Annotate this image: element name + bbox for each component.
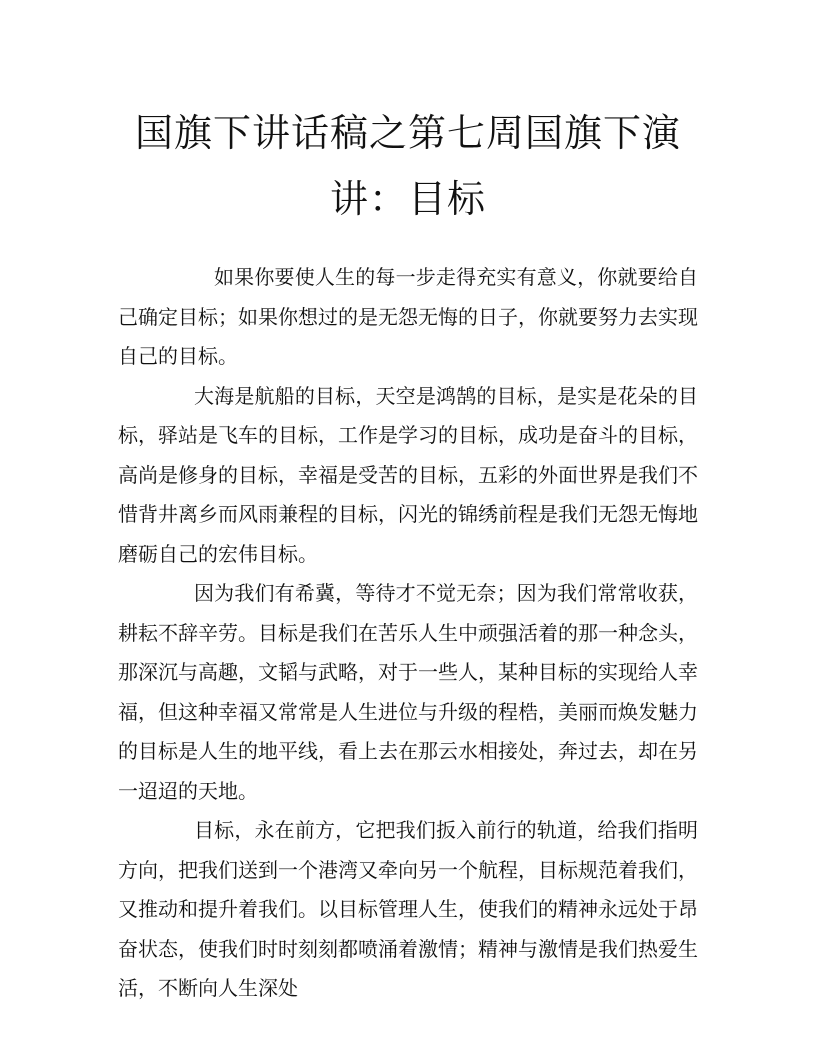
document-body [118,258,698,1009]
paragraph-3: 因为我们有希冀，等待才不觉无奈；因为我们常常收获，耕耘不辞辛劳。目标是我们在苦乐人生中顽强活着的那一种念头，那深沉与高趣，文韬与武略，对于一些人，某种目标的实现给人幸福，但这种幸福又常常是人生进位与升级的程梏，美丽而焕发魅力的目标是人生的地平线，看上去在那云水相接处，奔过去，却在另一迢迢的天地。 [118,581,698,803]
paragraph-2: 大海是航船的目标，天空是鸿鹄的目标，是实是花朵的目标，驿站是飞车的目标，工作是学习的目标，成功是奋斗的目标，高尚是修身的目标，幸福是受苦的目标，五彩的外面世界是我们不惜背井离乡而风雨兼程的目标，闪光的锦绣前程是我们无怨无悔地磨砺自己的宏伟目标。 [118,383,698,566]
paragraph-4: 目标，永在前方，它把我们扳入前行的轨道，给我们指明方向，把我们送到一个港湾又牵向另一个航程，目标规范着我们，又推动和提升着我们。以目标管理人生，使我们的精神永远处于昂奋状态，使我们时时刻刻都喷涌着激情；精神与激情是我们热爱生活，不断向人生深处 [118,818,698,1000]
paragraph-1: 如果你要使人生的每一步走得充实有意义，你就要给自己确定目标；如果你想过的是无怨无悔的日子，你就要努力去实现自己的目标。 [118,265,698,368]
document-title: 国旗下讲话稿之第七周国旗下演讲：目标 [134,111,681,221]
